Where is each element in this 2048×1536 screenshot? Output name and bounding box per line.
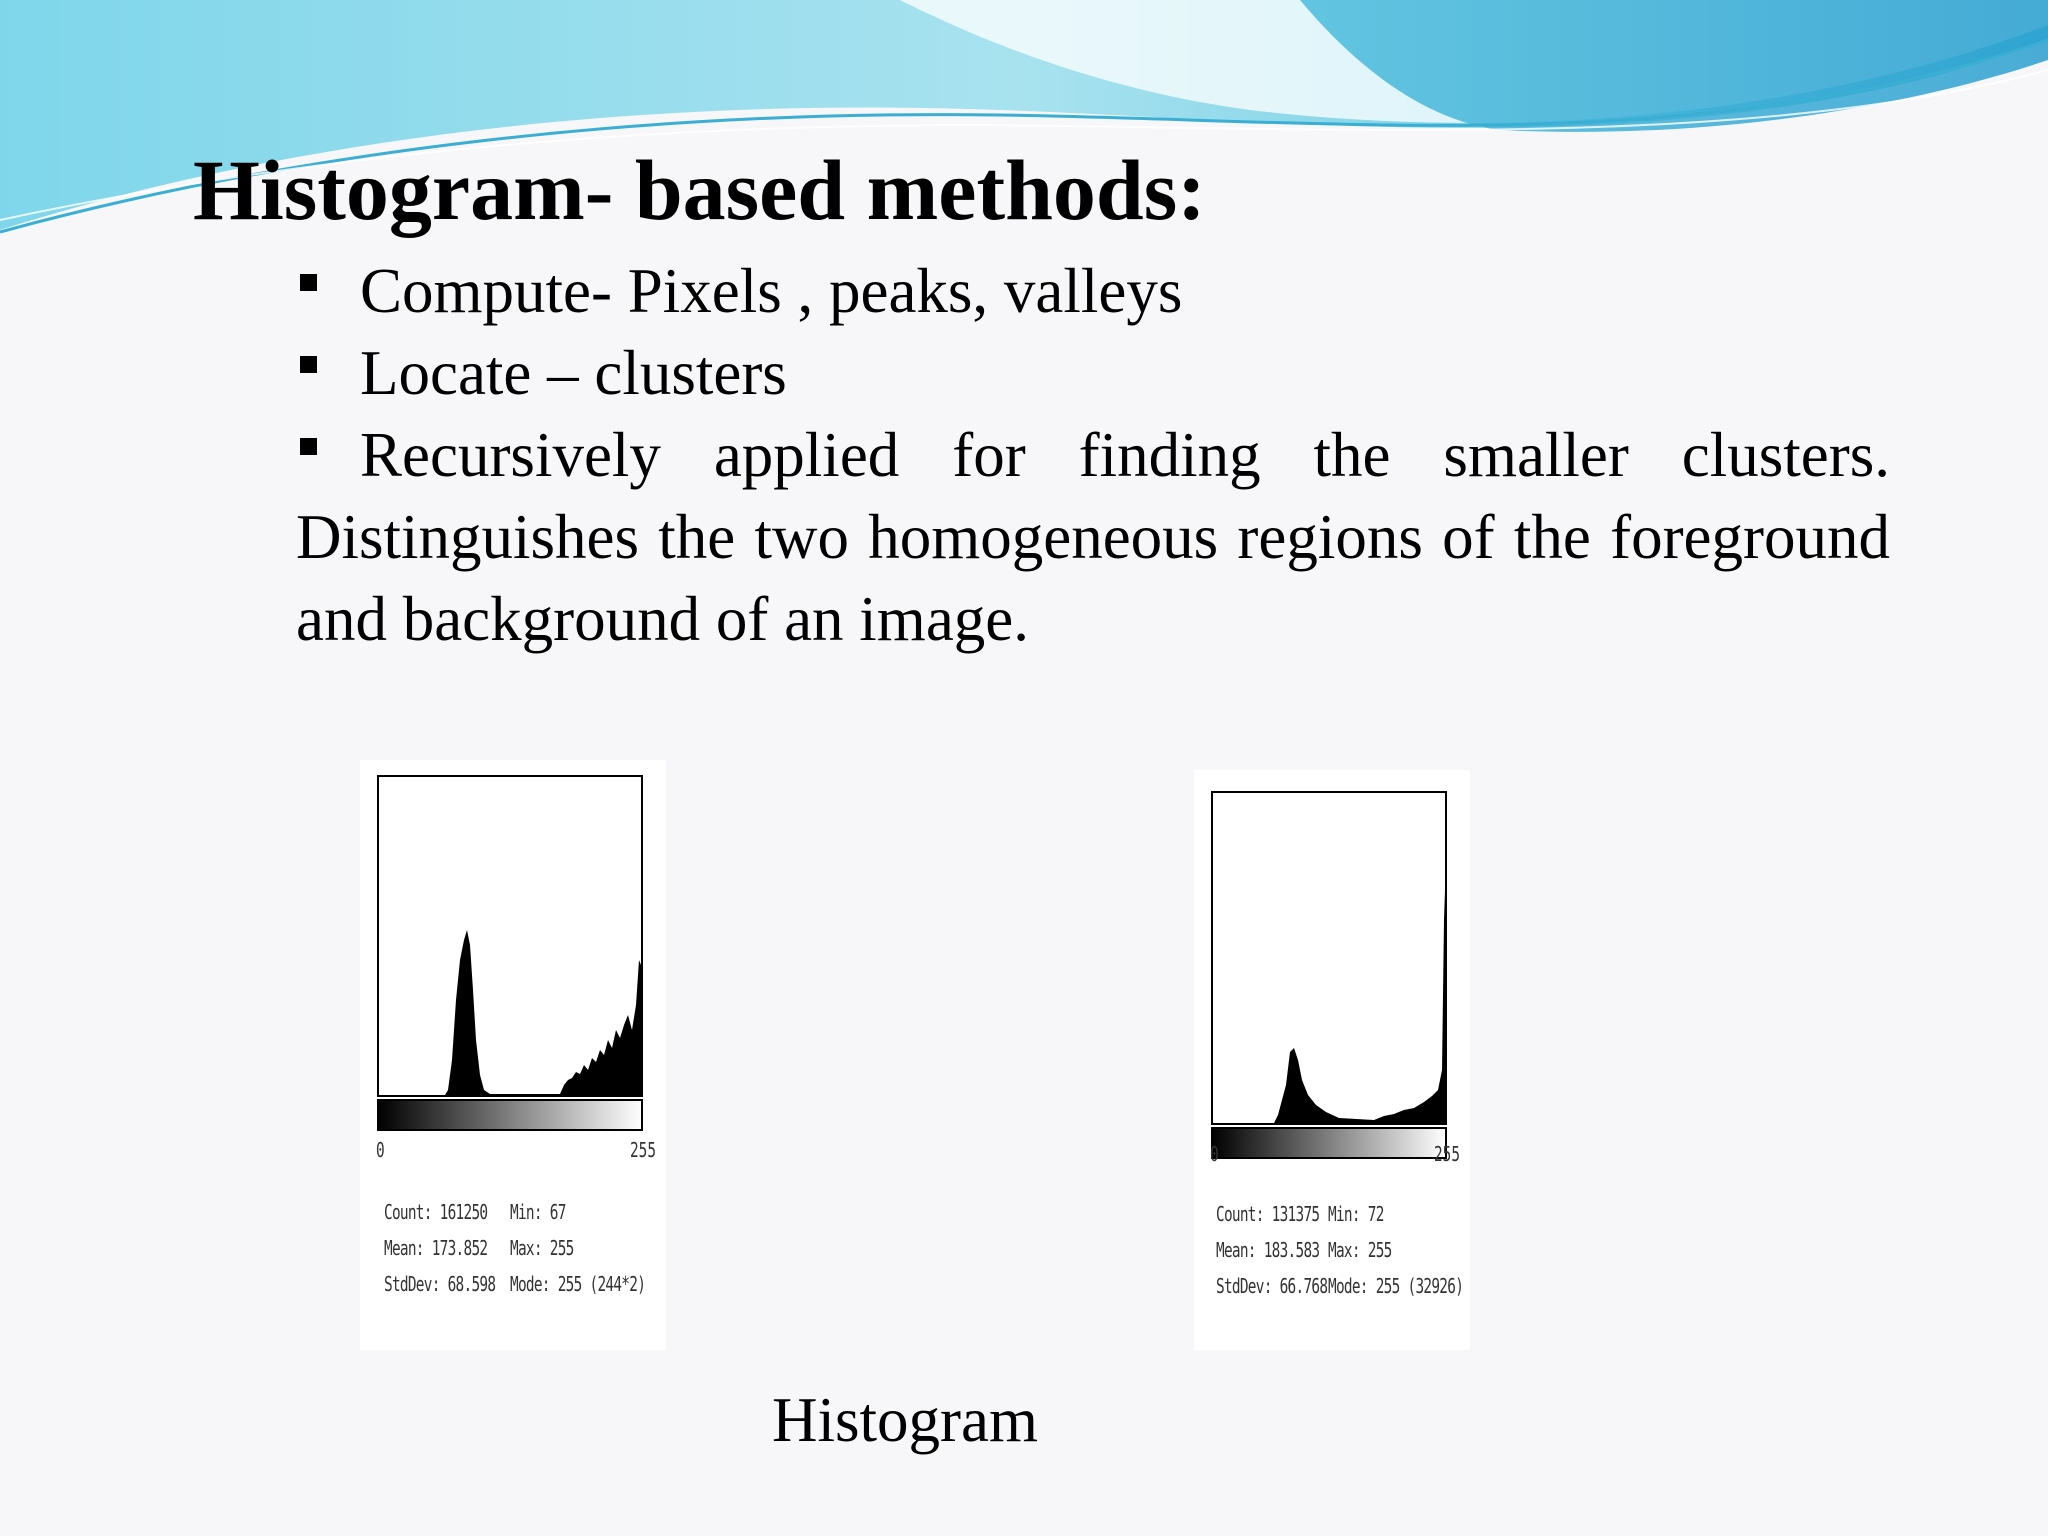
bullet-text: Compute- Pixels , peaks, valleys: [360, 256, 1183, 326]
stat-stddev: StdDev: 68.598: [384, 1272, 496, 1296]
stat-stddev: StdDev: 66.768: [1216, 1274, 1328, 1298]
bullet-square-icon: [300, 438, 317, 455]
histogram-panel-2: [1194, 770, 1470, 1350]
x-max-label: 255: [1434, 1142, 1461, 1166]
histogram-panel-1: [360, 760, 666, 1350]
bullet-square-icon: [300, 274, 317, 291]
stat-max: Max: 255: [1328, 1238, 1392, 1262]
histogram-frame: [1212, 792, 1446, 1124]
bullet-paragraph-text: Recursively applied for finding the smaller clusters. Distinguishes the two homogeneous regions of the foreground and background of an image.: [296, 420, 1890, 654]
bullet-text: Locate – clusters: [360, 338, 787, 408]
histogram-plot-2: [1194, 770, 1470, 1350]
x-max-label: 255: [630, 1138, 657, 1162]
stat-min: Min: 67: [510, 1200, 566, 1224]
grayscale-gradient-bar: [378, 1100, 642, 1130]
bullet-square-icon: [300, 356, 317, 373]
x-min-label: 0: [1210, 1142, 1219, 1166]
slide-title: Histogram- based methods:: [193, 142, 1206, 238]
stat-mean: Mean: 183.583: [1216, 1238, 1320, 1262]
stat-mode: Mode: 255 (32926): [1328, 1274, 1464, 1298]
x-min-label: 0: [376, 1138, 385, 1162]
stat-max: Max: 255: [510, 1236, 574, 1260]
histogram-frame: [378, 776, 642, 1096]
stat-mean: Mean: 173.852: [384, 1236, 488, 1260]
grayscale-gradient-bar: [1212, 1128, 1446, 1158]
bullet-item: [296, 250, 1890, 332]
stat-mode: Mode: 255 (244*2): [510, 1272, 646, 1296]
bullet-list: [296, 250, 1890, 660]
bullet-item: [296, 332, 1890, 414]
bullet-item-paragraph: [296, 414, 1890, 660]
stat-count: Count: 131375: [1216, 1202, 1320, 1226]
histogram-plot-1: [360, 760, 666, 1350]
stat-min: Min: 72: [1328, 1202, 1384, 1226]
stat-count: Count: 161250: [384, 1200, 488, 1224]
figure-caption: Histogram: [772, 1385, 1038, 1455]
